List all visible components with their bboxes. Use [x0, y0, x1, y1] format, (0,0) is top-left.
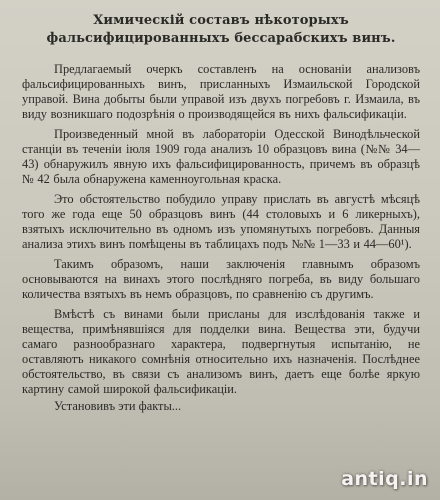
paragraph-1: Предлагаемый очеркъ составленъ на основаніи анализовъ фальсифицированныхъ винъ, присланныхъ Измаильской Городской управой. Вина добыты были управой изъ двухъ погребовъ г. Измаила, въ виду возникшаго подозрѣнія о производящейся въ нихъ фальсификаціи. [22, 62, 420, 121]
paragraph-4: Такимъ образомъ, наши заключенія главнымъ образомъ основываются на винахъ этого послѣдняго погреба, въ виду большаго количества взятыхъ въ немъ образцовъ, по сравненію съ другимъ. [22, 257, 420, 301]
paragraph-3: Это обстоятельство побудило управу прислать въ августѣ мѣсяцѣ того же года еще 50 образцовъ винъ (44 столовыхъ и 6 ликерныхъ), взятыхъ исключительно въ одномъ изъ упомянутыхъ погребовъ. Данныя анализа этихъ винъ помѣщены въ таблицахъ подъ №№ 1—33 и 44—60¹). [22, 192, 420, 251]
document-title: Химическій составъ нѣкоторыхъ фальсифицированныхъ бессарабскихъ винъ. [46, 13, 396, 46]
paragraph-2: Произведенный мной въ лабораторіи Одесской Винодѣльческой станціи въ теченіи іюля 1909 года анализъ 10 образцовъ вина (№№ 34—43) обнаружилъ явную ихъ фальсифицированность, причемъ въ образцѣ № 42 была обнаружена каменноугольная краска. [22, 127, 420, 186]
cut-off-line: Установивъ эти факты... [54, 399, 182, 413]
paragraph-5: Вмѣстѣ съ винами были присланы для изслѣдованія также и вещества, примѣнявшіяся для подделки вина. Вещества эти, будучи самаго разнообразнаго характера, подвергнутыя испытанію, не оставляютъ никакого сомнѣнія относительно ихъ назначенія. Послѣднее обстоятельство, въ связи съ анализомъ винъ, даетъ еще болѣе яркую картину самой широкой фальсификаціи. [22, 307, 420, 396]
watermark-text: antiq.in [341, 468, 428, 490]
